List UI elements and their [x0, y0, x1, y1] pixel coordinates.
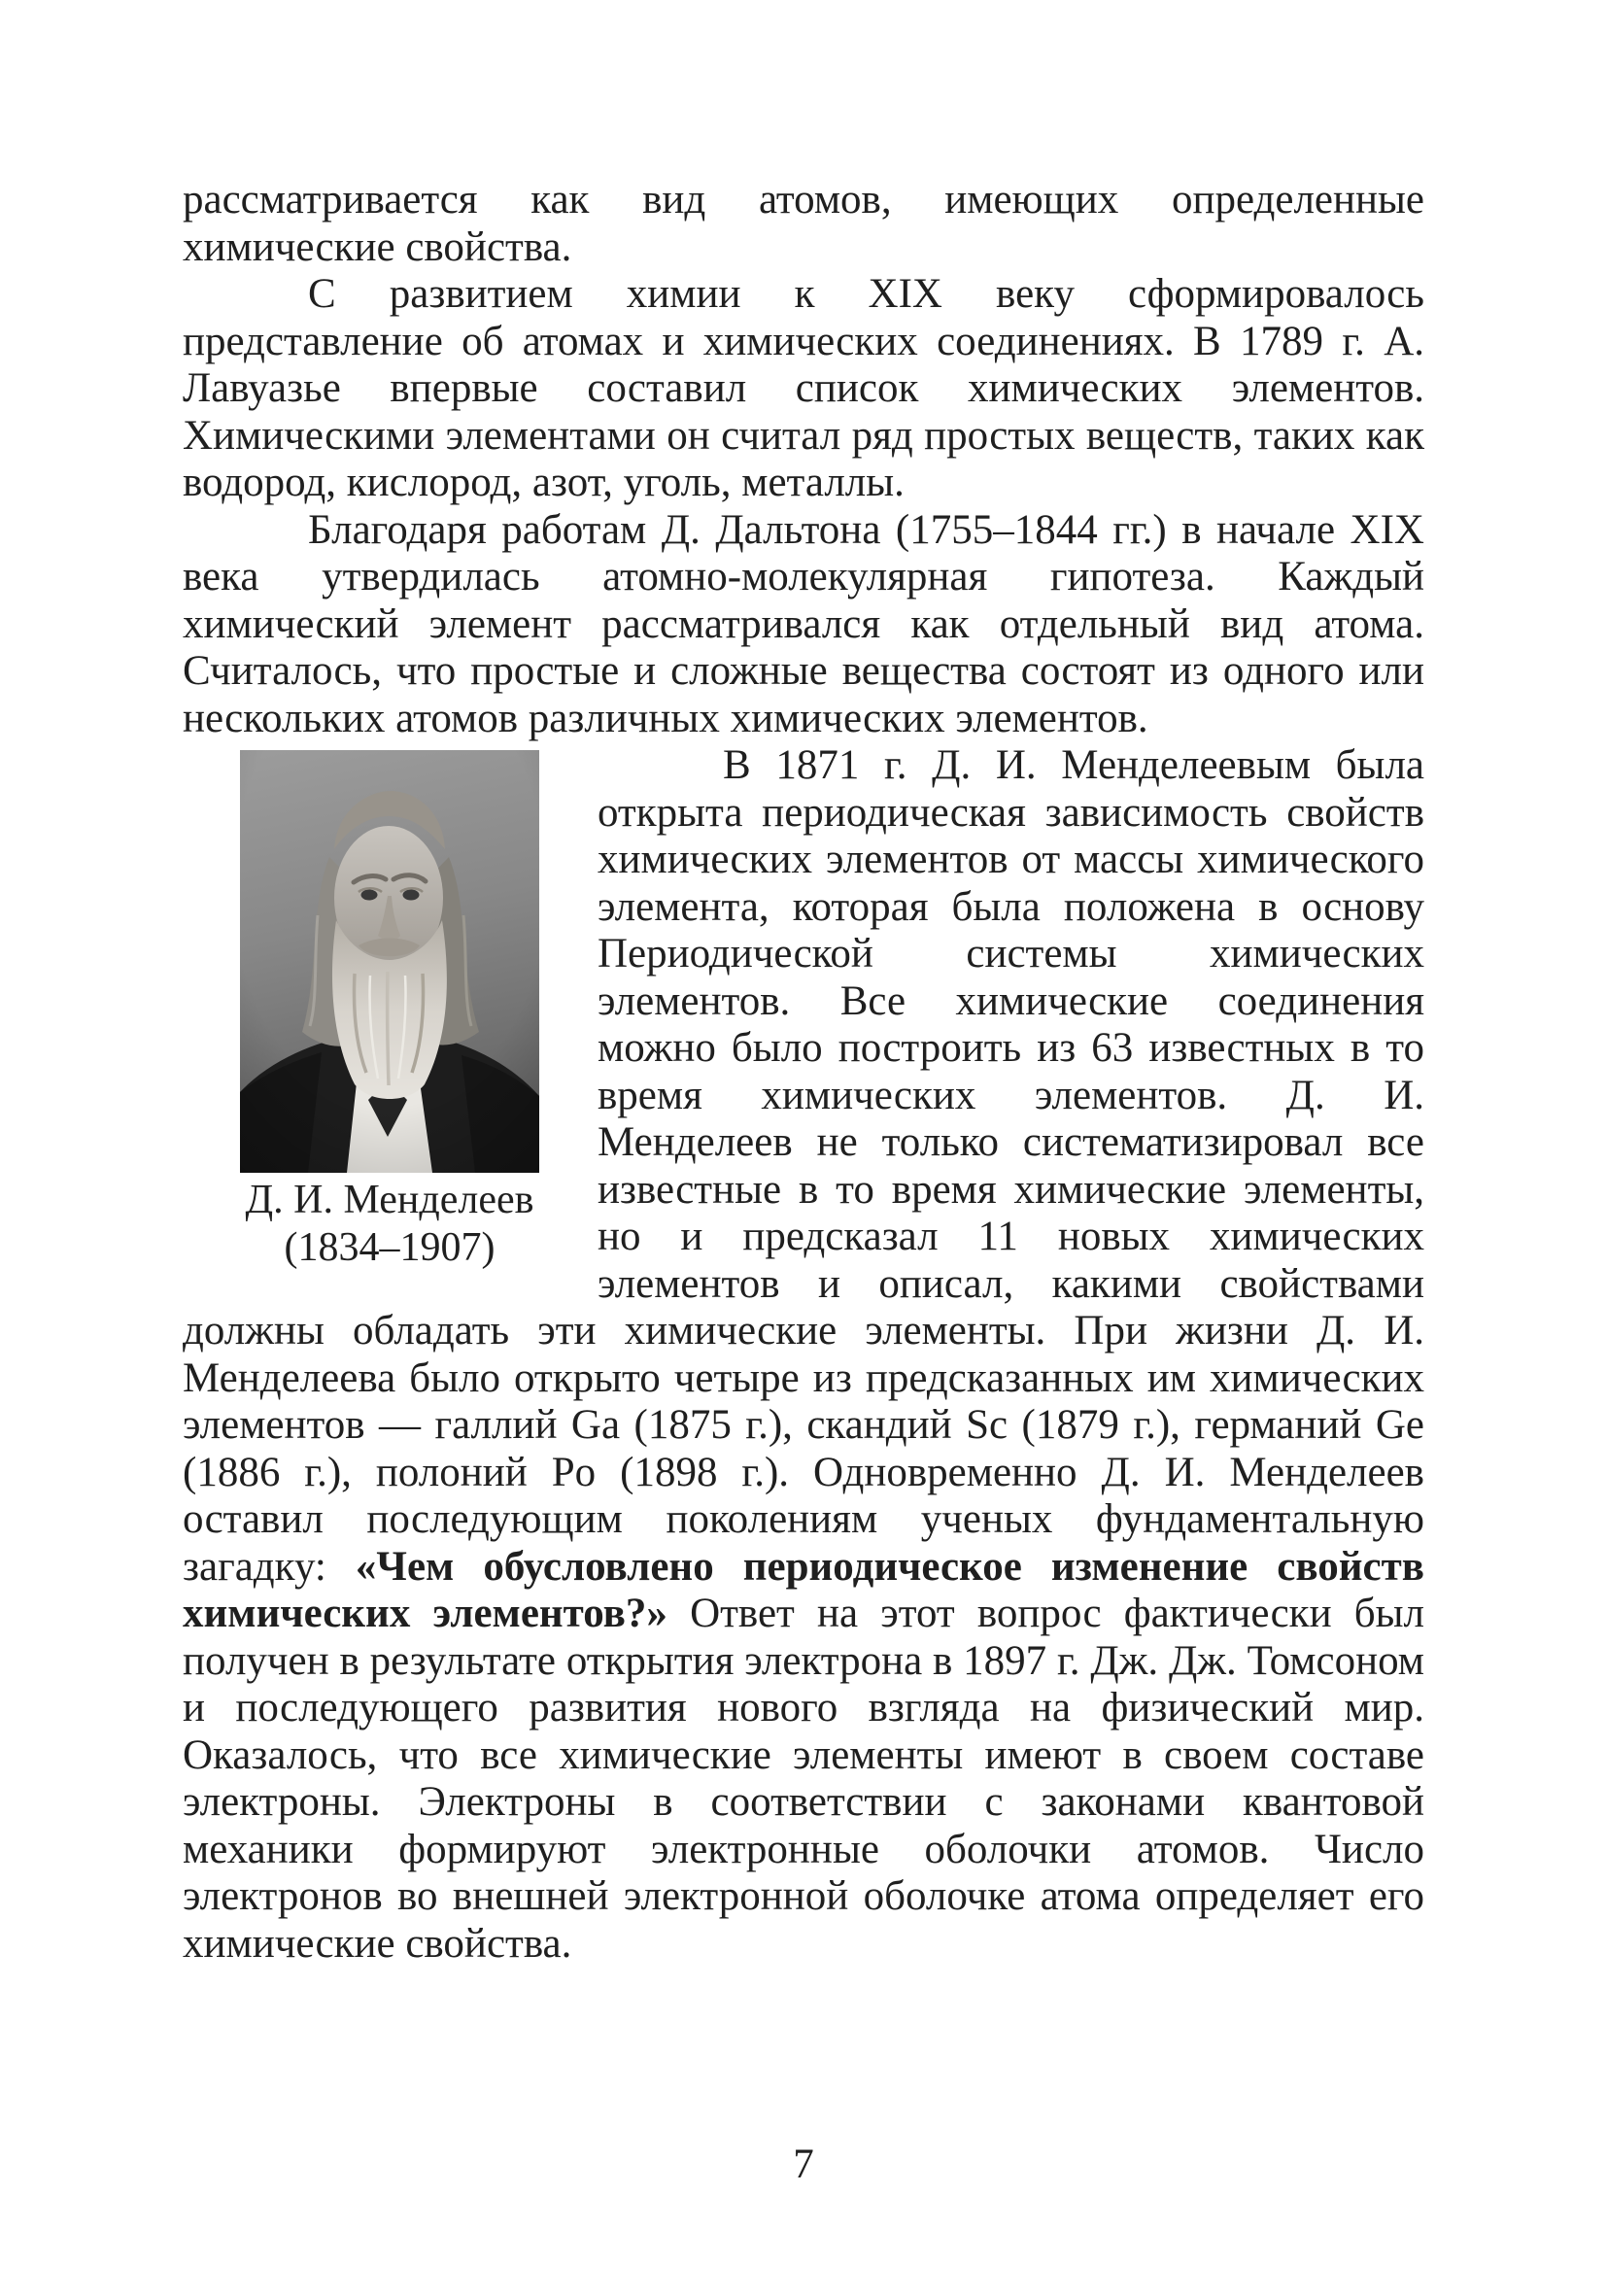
figure-caption: [240, 1177, 539, 1272]
figure-caption-years: (1834–1907): [284, 1225, 496, 1270]
mendeleev-figure: [240, 750, 539, 1272]
paragraph-lavoisier: С развитием химии к XIX веку сформировалось представление об атомах и химических соединениях. В 1789 г. А. Лавуазье впервые составил список химических элементов. Химическими элементами он считал ряд простых веществ, таких как водород, кислород, азот, уголь, металлы.: [183, 271, 1424, 505]
text-content: [183, 177, 1424, 1968]
page-number: 7: [793, 2142, 814, 2187]
bold-periodicity-question: «Чем обусловлено периодическое изменение свойств химических элементов?»: [183, 1543, 1424, 1636]
mendeleev-portrait-photo: [240, 750, 539, 1173]
figure-caption-name: Д. И. Менделеев: [245, 1178, 534, 1222]
mendeleev-text-after-bold: Ответ на этот вопрос фактически был получен в результате открытия электрона в 1897 г. Дж. Дж. Томсоном и последующего развития нового взгляда на физический мир. Оказалось, что все химические элементы имеют в своем составе электроны. Электроны в соответствии с законами квантовой механики формируют электронные оболочки атомов. Число электронов во внешней электронной оболочке атома определяет его химические свойства.: [183, 1591, 1424, 1967]
paragraph-atoms-properties: рассматривается как вид атомов, имеющих определенные химические свойства.: [183, 177, 1424, 270]
paragraph-dalton: Благодаря работам Д. Дальтона (1755–1844 гг.) в начале XIX века утвердилась атомно-молекулярная гипотеза. Каждый химический элемент рассматривался как отдельный вид атома. Считалось, что простые и сложные вещества состоят из одного или нескольких атомов различных химических элементов.: [183, 506, 1424, 741]
mendeleev-text-before-bold: В 1871 г. Д. И. Менделеевым была открыта периодическая зависимость свойств химических элементов от массы химического элемента, которая была положена в основу Периодической системы химических элементов. Все химические соединения можно было построить из 63 известных в то время химических элементов. Д. И. Менделеев не только систематизировал все известные в то время химические элементы, но и предсказал 11 новых химических элементов и описал, какими свойствами должны обладать эти химические элементы. При жизни Д. И. Менделеева было открыто четыре из предсказанных им химических элементов — галлий Ga (1875 г.), скандий Sc (1879 г.), германий Ge (1886 г.), полоний Po (1898 г.). Одновременно Д. И. Менделеев оставил последующим поколениям ученых фундаментальную загадку:: [183, 742, 1424, 1590]
